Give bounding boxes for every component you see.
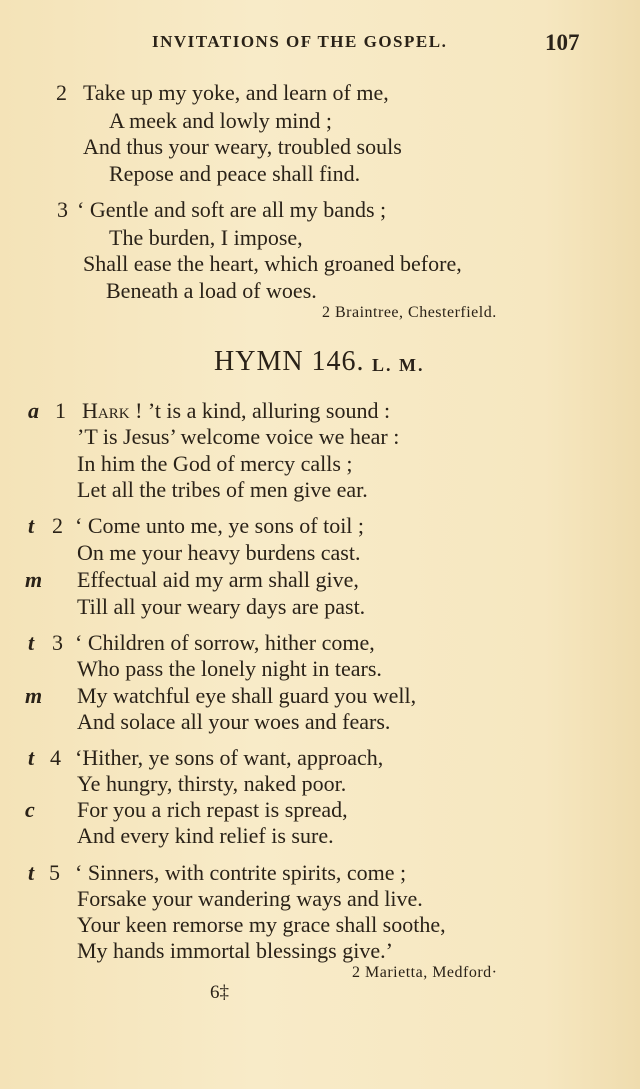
stanza-number: 3 bbox=[52, 630, 63, 655]
performance-mark: t bbox=[28, 513, 35, 538]
verse-line: My watchful eye shall guard you well, bbox=[77, 683, 417, 708]
performance-mark: t bbox=[28, 630, 35, 655]
verse-line: Take up my yoke, and learn of me, bbox=[83, 80, 389, 105]
stanza-number: 1 bbox=[55, 398, 66, 423]
verse-line: Beneath a load of woes. bbox=[106, 278, 317, 303]
stanza-number: 5 bbox=[49, 860, 60, 885]
verse-line: And solace all your woes and fears. bbox=[77, 709, 391, 734]
first-word: Hark bbox=[82, 398, 130, 423]
performance-mark: c bbox=[25, 797, 35, 822]
verse-line: ‘Hither, ye sons of want, approach, bbox=[75, 745, 384, 770]
verse-line: ’T is Jesus’ welcome voice we hear : bbox=[77, 424, 400, 449]
hymn-title: HYMN 146. bbox=[214, 346, 365, 377]
verse-line-rest: ! ’t is a kind, alluring sound : bbox=[129, 398, 391, 423]
verse-line: And every kind relief is sure. bbox=[77, 823, 334, 848]
verse-line: A meek and lowly mind ; bbox=[109, 108, 333, 133]
tune-names: 2 Braintree, Chesterfield. bbox=[322, 304, 497, 321]
verse-line: ‘ Gentle and soft are all my bands ; bbox=[77, 197, 387, 222]
hymn-meter: L. M. bbox=[372, 355, 425, 375]
verse-line: Effectual aid my arm shall give, bbox=[77, 567, 359, 592]
performance-mark: m bbox=[25, 567, 43, 592]
verse-line: My hands immortal blessings give.’ bbox=[77, 938, 393, 963]
printer-signature: 6‡ bbox=[210, 982, 229, 1003]
verse-line: In him the God of mercy calls ; bbox=[77, 451, 353, 476]
verse-line: And thus your weary, troubled souls bbox=[83, 134, 402, 159]
page-number: 107 bbox=[545, 30, 580, 55]
verse-line bbox=[82, 398, 390, 424]
tune-names: 2 Marietta, Medford· bbox=[352, 964, 498, 981]
verse-line: For you a rich repast is spread, bbox=[77, 797, 348, 822]
verse-line: Let all the tribes of men give ear. bbox=[77, 477, 368, 502]
performance-mark: m bbox=[25, 683, 43, 708]
verse-line: Ye hungry, thirsty, naked poor. bbox=[77, 771, 347, 796]
verse-line: Your keen remorse my grace shall soothe, bbox=[77, 912, 446, 937]
running-head: INVITATIONS OF THE GOSPEL. bbox=[152, 32, 448, 51]
performance-mark: t bbox=[28, 860, 35, 885]
verse-line: On me your heavy burdens cast. bbox=[77, 540, 361, 565]
stanza-number: 4 bbox=[50, 745, 61, 770]
verse-line: The burden, I impose, bbox=[109, 225, 303, 250]
performance-mark: a bbox=[28, 398, 39, 423]
verse-line: ‘ Sinners, with contrite spirits, come ; bbox=[75, 860, 407, 885]
stanza-number: 3 bbox=[57, 197, 68, 222]
performance-mark: t bbox=[28, 745, 35, 770]
stanza-number: 2 bbox=[52, 513, 63, 538]
stanza-number: 2 bbox=[56, 80, 67, 105]
verse-line: Repose and peace shall find. bbox=[109, 161, 361, 186]
verse-line: Shall ease the heart, which groaned before, bbox=[83, 251, 462, 276]
verse-line: ‘ Children of sorrow, hither come, bbox=[75, 630, 375, 655]
verse-line: Forsake your wandering ways and live. bbox=[77, 886, 423, 911]
verse-line: Who pass the lonely night in tears. bbox=[77, 656, 382, 681]
verse-line: Till all your weary days are past. bbox=[77, 594, 366, 619]
verse-line: ‘ Come unto me, ye sons of toil ; bbox=[75, 513, 365, 538]
